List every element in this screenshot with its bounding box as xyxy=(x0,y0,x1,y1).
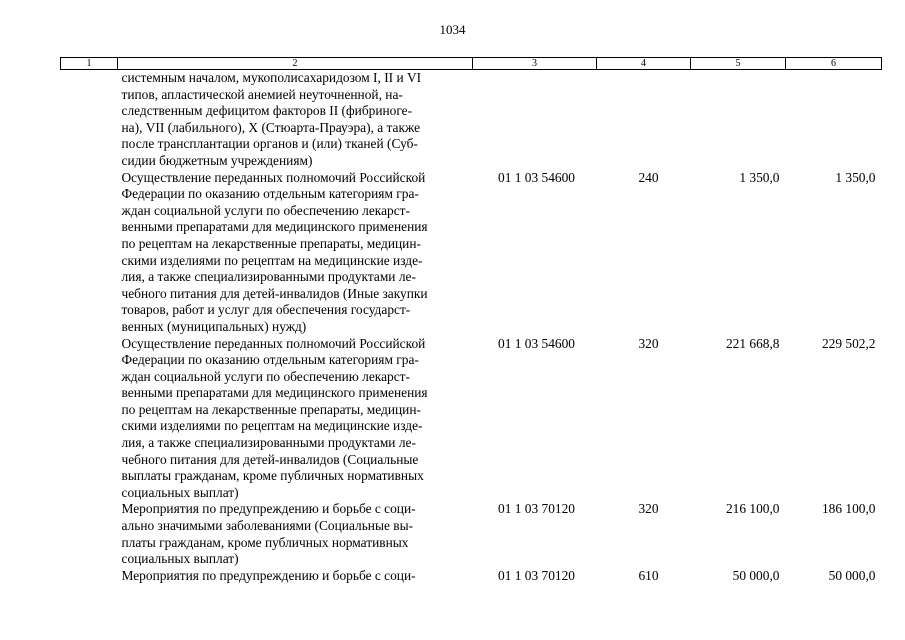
expense-type-cell xyxy=(597,70,691,170)
amount-year1-cell: 50 000,0 xyxy=(732,567,780,583)
description-line: лия, а также специализированными продуктами ле- xyxy=(121,435,416,451)
description-line: чебного питания для детей-инвалидов (Социальные xyxy=(121,451,419,467)
amount-year2-cell xyxy=(786,70,882,170)
description-line: системным началом, мукополисахаридозом I, II и VI xyxy=(121,70,422,85)
description-line: ждан социальной услуги по обеспечению лекарст- xyxy=(121,202,410,218)
amount-year1-cell: 221 668,8 xyxy=(725,335,780,351)
row-number-cell xyxy=(61,568,118,585)
description-line: скими изделиями по рецептам на медицинские изде- xyxy=(121,418,423,434)
description-cell xyxy=(118,501,473,567)
budget-code-cell: 01 1 03 70120 xyxy=(498,501,575,517)
table-header xyxy=(61,58,882,70)
expense-type-cell: 320 xyxy=(638,335,659,351)
description-cell xyxy=(118,568,473,585)
amount-year2-cell: 50 000,0 xyxy=(828,567,876,583)
amount-year2-cell: 229 502,2 xyxy=(821,335,876,351)
description-line: Мероприятия по предупреждению и борьбе с соци- xyxy=(121,567,416,583)
amount-year1-cell xyxy=(691,70,786,170)
amount-year2-cell: 1 350,0 xyxy=(835,169,876,185)
row-number-cell xyxy=(61,336,118,502)
column-header-6: 6 xyxy=(786,58,882,70)
amount-year1-cell: 1 350,0 xyxy=(739,169,780,185)
row-number-cell xyxy=(61,501,118,567)
description-line: Осуществление переданных полномочий Российской xyxy=(121,169,426,185)
description-line: Федерации по оказанию отдельным категориям гра- xyxy=(121,186,419,202)
description-line: выплаты гражданам, кроме публичных нормативных xyxy=(121,468,424,484)
description-line: социальных выплат) xyxy=(121,484,239,500)
table-row xyxy=(61,568,882,585)
description-cell xyxy=(118,336,473,502)
description-line: лия, а также специализированными продуктами ле- xyxy=(121,269,416,285)
description-line: ждан социальной услуги по обеспечению лекарст- xyxy=(121,368,410,384)
budget-code-cell: 01 1 03 70120 xyxy=(498,567,575,583)
description-line: чебного питания для детей-инвалидов (Иные закупки xyxy=(121,285,428,301)
column-header-3: 3 xyxy=(473,58,597,70)
column-header-2: 2 xyxy=(118,58,473,70)
description-line: социальных выплат) xyxy=(121,551,239,567)
table-row xyxy=(61,170,882,336)
expense-type-cell: 610 xyxy=(638,567,659,583)
description-line: по рецептам на лекарственные препараты, медицин- xyxy=(121,235,421,251)
description-line: после трансплантации органов и (или) тканей (Суб- xyxy=(121,136,418,152)
description-line: Федерации по оказанию отдельным категориям гра- xyxy=(121,352,419,368)
amount-year1-cell: 216 100,0 xyxy=(725,501,780,517)
budget-code-cell: 01 1 03 54600 xyxy=(498,169,575,185)
expense-type-cell: 320 xyxy=(638,501,659,517)
column-header-4: 4 xyxy=(597,58,691,70)
description-line: венными препаратами для медицинского применения xyxy=(121,385,428,401)
table-body xyxy=(61,70,882,585)
budget-code-cell: 01 1 03 54600 xyxy=(498,335,575,351)
table-row xyxy=(61,336,882,502)
column-header-5: 5 xyxy=(691,58,786,70)
description-line: платы гражданам, кроме публичных нормативных xyxy=(121,534,409,550)
budget-code-cell xyxy=(473,70,597,170)
table-row xyxy=(61,501,882,567)
description-line: Мероприятия по предупреждению и борьбе с соци- xyxy=(121,501,416,517)
description-line: ально значимыми заболеваниями (Социальные вы- xyxy=(121,518,414,534)
description-line: сидии бюджетным учреждениям) xyxy=(121,152,313,168)
budget-table xyxy=(60,57,882,584)
row-number-cell xyxy=(61,70,118,170)
page-number: 1034 xyxy=(439,22,466,37)
expense-type-cell: 240 xyxy=(638,169,659,185)
column-header-1: 1 xyxy=(61,58,118,70)
description-line: типов, апластической анемией неуточненной, на- xyxy=(121,86,403,102)
description-cell xyxy=(118,170,473,336)
description-line: по рецептам на лекарственные препараты, медицин- xyxy=(121,401,421,417)
description-line: товаров, работ и услуг для обеспечения государст- xyxy=(121,302,411,318)
description-line: скими изделиями по рецептам на медицинские изде- xyxy=(121,252,423,268)
description-line: венных (муниципальных) нужд) xyxy=(121,318,307,334)
description-line: на), VII (лабильного), X (Стюарта-Прауэра), а также xyxy=(121,119,421,135)
header-row xyxy=(61,58,882,70)
row-number-cell xyxy=(61,170,118,336)
description-line: венными препаратами для медицинского применения xyxy=(121,219,428,235)
amount-year2-cell: 186 100,0 xyxy=(821,501,876,517)
table-row xyxy=(61,70,882,170)
description-line: Осуществление переданных полномочий Российской xyxy=(121,335,426,351)
description-cell xyxy=(118,70,473,170)
description-line: следственным дефицитом факторов II (фибриноге- xyxy=(121,103,413,119)
